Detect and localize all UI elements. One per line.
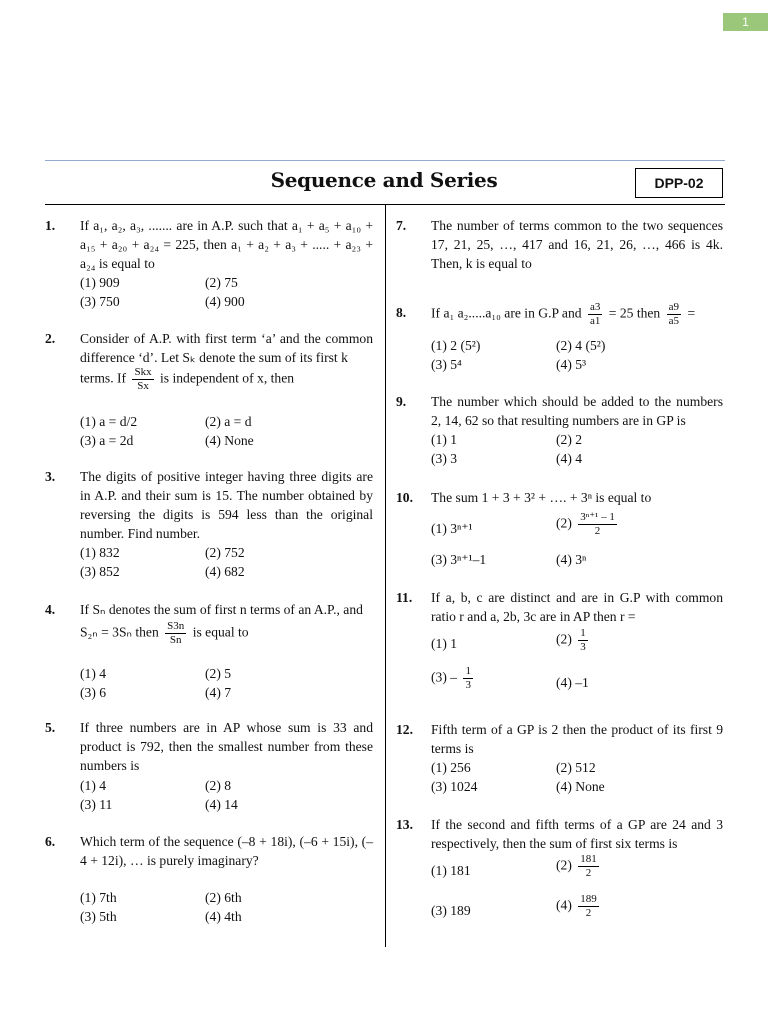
formula-tail: is independent of x, then [160,370,295,386]
option-3: (3) 852 [80,564,120,579]
option-2 [556,853,602,880]
page-title: Sequence and Series [270,168,498,192]
option-4: (4) 682 [205,564,245,579]
option-4: (4) 900 [205,294,245,309]
option-3: (3) a = 2d [80,433,134,448]
option-1: (1) 3ⁿ⁺¹ [431,521,473,536]
option-3: (3) 11 [80,797,113,812]
fraction [165,620,186,647]
option-1: (1) 7th [80,890,117,905]
fraction-numerator: 181 [580,853,597,865]
fraction-denominator: a1 [589,315,601,327]
option-2: (2) 512 [556,760,596,775]
option-label: (2) [556,515,572,531]
fraction-denominator: 2 [585,907,592,919]
option-4: (4) None [205,433,254,448]
option-3: (3) 3 [431,451,458,466]
option-2 [556,627,591,654]
option-4: (4) 14 [205,797,238,812]
option-4: (4) 4 [556,451,583,466]
fraction-numerator: Skx [134,366,152,378]
fraction-numerator: S3n [167,620,185,632]
option-1: (1) 909 [80,275,120,290]
question-text: The sum 1 + 3 + 3² + …. + 3ⁿ is equal to [431,490,652,505]
column-divider [385,205,386,947]
header-rule [45,160,725,161]
option-3: (3) 1024 [431,779,478,794]
option-1: (1) 2 (5²) [431,338,481,353]
option-2: (2) 8 [205,778,232,793]
fraction-denominator: 3 [465,679,471,691]
option-3: (3) 5th [80,909,117,924]
question-text: Fifth term of a GP is 2 then the product of its first 9 terms is [431,722,723,756]
option-label: (2) [556,857,572,873]
option-4: (4) None [556,779,605,794]
fraction-numerator: 1 [580,627,586,639]
dpp-badge: DPP-02 [635,168,723,198]
question-text: The number of terms common to the two sequences 17, 21, 25, …, 417 and 16, 21, 26, …, 466 is 4k. Then, k is equal to [431,218,723,271]
option-1: (1) 256 [431,760,471,775]
fraction-denominator: a5 [668,315,680,327]
fraction [578,627,588,654]
fraction [578,893,599,920]
option-1: (1) 1 [431,432,458,447]
option-2: (2) 6th [205,890,242,905]
option-2: (2) a = d [205,414,252,429]
formula-lead: terms. If [80,370,127,386]
fraction [667,301,681,328]
question-number: 12. [396,722,413,737]
question-number: 10. [396,490,413,505]
question-number: 6. [45,834,56,849]
option-1: (1) 4 [80,778,107,793]
fraction-numerator: 189 [580,893,597,905]
formula-mid: = 25 then [608,305,661,321]
option-2 [556,511,620,538]
fraction-denominator: 2 [585,867,592,879]
question-text: If a₁, a₂, a₃, ....... are in A.P. such that a₁ + a₅ + a₁₀ + a₁₅ + a₂₀ + a₂₄ = 225, then a₁ + a₂ + a₃ + ..... + a₂₃ + a₂₄ is equal to [80,218,373,271]
option-3: (3) 6 [80,685,107,700]
question-number: 5. [45,720,56,735]
fraction-denominator: 2 [594,525,601,537]
fraction-denominator: Sx [137,380,149,392]
question-text-formula [80,620,249,647]
fraction-numerator: 1 [465,665,471,677]
option-1: (1) 1 [431,636,458,651]
question-number: 13. [396,817,413,832]
fraction-denominator: Sn [169,634,182,646]
formula-tail: = [687,305,696,321]
formula-lead: If a₁ a₂.....a₁₀ are in G.P and [431,305,582,321]
option-label: (2) [556,631,572,647]
option-1: (1) 832 [80,545,120,560]
option-label: (4) [556,897,572,913]
option-1: (1) 4 [80,666,107,681]
fraction [132,366,153,393]
question-number: 11. [396,590,413,605]
fraction [578,853,599,880]
option-4 [556,893,602,920]
fraction [578,511,617,538]
question-number: 3. [45,469,56,484]
question-number: 7. [396,218,407,233]
question-text: If Sₙ denotes the sum of first n terms of an A.P., and [80,602,363,617]
option-label: (3) – [431,669,458,685]
question-text: Which term of the sequence (–8 + 18i), (–6 + 15i), (–4 + 12i), … is purely imaginary? [80,834,373,868]
option-2: (2) 75 [205,275,238,290]
fraction [463,665,473,692]
question-number: 2. [45,331,56,346]
option-4: (4) 4th [205,909,242,924]
fraction-numerator: a9 [668,301,680,313]
option-3: (3) 5⁴ [431,357,462,372]
option-3: (3) 189 [431,903,471,918]
fraction-denominator: 3 [580,641,586,653]
question-text: The digits of positive integer having three digits are in A.P. and their sum is 15. The number obtained by reversing the digits is 594 less than the original number. Find number. [80,469,373,541]
question-text: The number which should be added to the numbers 2, 14, 62 so that resulting numbers are in GP is [431,394,723,428]
question-text-formula [431,301,695,328]
question-text: Consider of A.P. with first term ‘a’ and the common difference ‘d’. Let Sₖ denote the sum of its first k [80,331,373,365]
option-2: (2) 5 [205,666,232,681]
option-4: (4) 3ⁿ [556,552,587,567]
question-number: 8. [396,305,407,320]
question-text-formula [80,366,294,393]
option-4: (4) 7 [205,685,232,700]
fraction-numerator: a3 [589,301,601,313]
option-3: (3) 3ⁿ⁺¹–1 [431,552,487,567]
fraction [588,301,602,328]
option-4: (4) –1 [556,675,589,690]
question-text: If a, b, c are distinct and are in G.P with common ratio r and a, 2b, 3c are in AP then r = [431,590,723,624]
option-1: (1) a = d/2 [80,414,138,429]
option-2: (2) 2 [556,432,583,447]
question-text: If the second and fifth terms of a GP are 24 and 3 respectively, then the sum of first six terms is [431,817,723,851]
option-2: (2) 752 [205,545,245,560]
formula-lead: S₂ₙ = 3Sₙ then [80,624,159,640]
option-1: (1) 181 [431,863,471,878]
option-3: (3) 750 [80,294,120,309]
question-number: 4. [45,602,56,617]
fraction-numerator: 3ⁿ⁺¹ – 1 [580,511,615,523]
formula-tail: is equal to [192,624,249,640]
question-number: 9. [396,394,407,409]
option-2: (2) 4 (5²) [556,338,606,353]
question-text: If three numbers are in AP whose sum is 33 and product is 792, then the smallest number from these numbers is [80,720,373,773]
question-number: 1. [45,218,56,233]
page-number: 1 [723,13,768,31]
option-4: (4) 5³ [556,357,587,372]
option-3 [431,665,476,692]
